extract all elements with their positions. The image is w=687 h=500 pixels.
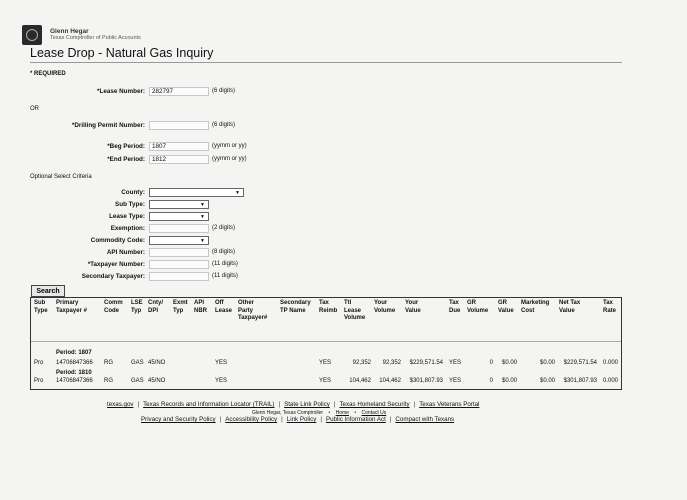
lease-type-label: Lease Type: [109, 212, 145, 220]
footer-link-contact-us[interactable]: Contact Us [361, 410, 387, 416]
column-header: Value [405, 307, 421, 314]
footer-link-home[interactable]: Home [335, 410, 349, 416]
exemption-row [30, 223, 235, 233]
taxpayer-number-label: *Taxpayer Number: [87, 260, 145, 268]
end-period-row [30, 154, 247, 164]
column-header: Rate [603, 307, 617, 314]
table-cell: 92,352 [382, 360, 401, 366]
footer-link-state-link-policy[interactable]: State Link Policy [284, 401, 330, 408]
table-cell: YES [449, 360, 462, 366]
column-header: Code [104, 307, 119, 314]
chevron-down-icon: ▼ [235, 189, 240, 196]
county-select[interactable] [149, 188, 244, 197]
lease-type-row [30, 211, 209, 221]
column-header: Volume [467, 307, 489, 314]
header-divider [31, 341, 621, 342]
secondary-taxpayer-row [30, 271, 238, 281]
footer-link-privacy[interactable]: Privacy and Security Policy [141, 416, 216, 423]
lease-type-select[interactable] [149, 212, 209, 221]
lease-number-row [30, 86, 235, 96]
column-header: Tax [449, 300, 459, 306]
footer-link-texas-gov[interactable]: texas.gov [107, 401, 134, 408]
table-cell: YES [215, 378, 228, 384]
column-header: TP Name [280, 307, 306, 314]
beg-period-label: *Beg Period: [107, 142, 145, 150]
taxpayer-number-row [30, 259, 238, 269]
end-period-input[interactable] [149, 155, 209, 164]
table-cell: GAS [131, 360, 144, 366]
table-cell: 14706847366 [56, 378, 93, 384]
table-cell: $301,807.93 [409, 378, 443, 384]
footer-link-veterans-portal[interactable]: Texas Veterans Portal [419, 401, 480, 408]
table-cell: $0.00 [539, 360, 555, 366]
header-subtitle: Texas Comptroller of Public Accounts [50, 34, 141, 41]
exemption-input[interactable] [149, 224, 209, 233]
page-title: Lease Drop - Natural Gas Inquiry [30, 46, 214, 60]
column-header: Your [405, 300, 419, 306]
beg-period-row [30, 141, 247, 151]
sub-type-row [30, 199, 209, 209]
footer-link-link-policy[interactable]: Link Policy [286, 416, 317, 423]
table-cell: YES [215, 360, 228, 366]
table-cell: $0.00 [539, 378, 555, 384]
chevron-down-icon: ▼ [200, 213, 205, 220]
column-header: Off [215, 300, 224, 306]
end-period-label: *End Period: [107, 155, 145, 163]
column-header: Volume [344, 315, 366, 321]
column-header: LSE [131, 300, 143, 306]
footer-links-primary: texas.gov | Texas Records and Information Locator (TRAIL) | State Link Policy | Texas Homeland Security | Texas Veterans Portal [107, 401, 480, 408]
taxpayer-number-hint: (11 digits) [212, 261, 238, 267]
search-button[interactable]: Search [31, 285, 65, 297]
column-header: Value [498, 307, 514, 314]
commodity-code-row [30, 235, 209, 245]
footer-link-compact-with-texans[interactable]: Compact with Texans [395, 416, 455, 423]
header-name: Glenn Hegar [50, 27, 89, 35]
table-cell: RG [104, 378, 113, 384]
footer-link-accessibility[interactable]: Accessibility Policy [225, 416, 278, 423]
chevron-down-icon: ▼ [200, 237, 205, 244]
drilling-permit-label: *Drilling Permit Number: [71, 121, 145, 129]
footer-link-trail[interactable]: Texas Records and Information Locator (TRAIL) [143, 401, 275, 408]
period-label: Period: 1810 [56, 370, 92, 376]
table-cell: YES [319, 378, 332, 384]
beg-period-hint: (yymm or yy) [212, 143, 247, 149]
table-cell: 0.000 [603, 378, 619, 384]
site-header [22, 24, 141, 46]
secondary-taxpayer-label: Secondary Taxpayer: [81, 272, 145, 280]
column-header: Sub [34, 300, 46, 306]
column-header: Due [449, 307, 461, 314]
column-header: Exmt [173, 300, 188, 306]
column-header: Taxpayer # [56, 307, 87, 314]
table-cell: 104,462 [379, 378, 401, 384]
column-header: GR [498, 300, 507, 306]
column-header: Cost [521, 307, 535, 314]
lease-number-hint: (6 digits) [212, 88, 236, 94]
secondary-taxpayer-hint: (11 digits) [212, 273, 238, 279]
column-header: DPI [148, 307, 159, 314]
taxpayer-number-input[interactable] [149, 260, 209, 269]
table-cell: $229,571.54 [563, 360, 597, 366]
column-header: Cnty/ [148, 300, 163, 306]
column-header: Secondary [280, 300, 311, 306]
column-header: Net Tax [559, 300, 581, 306]
column-header: Marketing [521, 300, 550, 306]
table-cell: 0 [489, 360, 493, 366]
commodity-code-select[interactable] [149, 236, 209, 245]
or-label: OR [30, 106, 39, 112]
lease-number-label: *Lease Number: [97, 87, 145, 95]
table-cell: Pro [34, 378, 44, 384]
sub-type-label: Sub Type: [115, 200, 145, 208]
column-header: Tax [319, 300, 329, 306]
column-header: Taxpayer# [238, 315, 268, 321]
drilling-permit-row [30, 120, 235, 130]
column-header: Lease [215, 307, 233, 314]
column-header: GR [467, 300, 476, 306]
column-header: Lease [344, 307, 362, 314]
table-cell: YES [449, 378, 462, 384]
end-period-hint: (yymm or yy) [212, 156, 247, 162]
beg-period-input[interactable] [149, 142, 209, 151]
footer-contact-line: Glenn Hegar, Texas Comptroller • Home • Contact Us [252, 410, 387, 416]
column-header: Volume [374, 307, 396, 314]
footer-link-homeland-security[interactable]: Texas Homeland Security [339, 401, 410, 408]
county-row [30, 187, 244, 197]
table-cell: $0.00 [501, 360, 517, 366]
column-header: Type [34, 307, 48, 314]
column-header: Other [238, 300, 255, 306]
api-number-hint: (8 digits) [212, 249, 236, 255]
column-header: NBR [194, 307, 207, 314]
column-header: Typ [173, 307, 184, 314]
footer-links-secondary: Privacy and Security Policy | Accessibility Policy | Link Policy | Public Information Act | Compact with Texans [141, 416, 455, 423]
table-cell: $229,571.54 [409, 360, 443, 366]
table-cell: 0.000 [603, 360, 619, 366]
secondary-taxpayer-input[interactable] [149, 272, 209, 281]
comptroller-seal-icon[interactable] [22, 25, 42, 45]
column-header: Party [238, 307, 254, 314]
drilling-permit-hint: (6 digits) [212, 122, 236, 128]
table-cell: $301,807.93 [563, 378, 597, 384]
exemption-hint: (2 digits) [212, 225, 236, 231]
column-header: API [194, 300, 205, 306]
sub-type-select[interactable] [149, 200, 209, 209]
table-cell: 14706847366 [56, 360, 93, 366]
table-cell: 104,462 [349, 378, 371, 384]
table-cell: 0 [489, 378, 493, 384]
column-header: Comm [104, 300, 123, 306]
column-header: Your [374, 300, 388, 306]
column-header: Ttl [344, 300, 352, 306]
optional-criteria-label: Optional Select Criteria [30, 174, 92, 180]
table-cell: Pro [34, 360, 44, 366]
table-cell: RG [104, 360, 113, 366]
county-label: County: [121, 188, 145, 196]
table-cell: GAS [131, 378, 144, 384]
required-note: * REQUIRED [30, 71, 66, 77]
table-cell: 45/NO [148, 360, 166, 366]
table-cell: YES [319, 360, 332, 366]
column-header: Primary [56, 300, 79, 306]
column-header: Tax [603, 300, 613, 306]
table-cell: 92,352 [352, 360, 371, 366]
footer-link-public-information-act[interactable]: Public Information Act [325, 416, 386, 423]
exemption-label: Exemption: [110, 224, 145, 232]
drilling-permit-input[interactable] [149, 121, 209, 130]
footer-contact-name: Glenn Hegar, Texas Comptroller [252, 410, 324, 416]
commodity-code-label: Commodity Code: [90, 236, 145, 244]
results-table [30, 297, 622, 390]
column-header: Reimb [319, 307, 338, 314]
title-divider [30, 62, 622, 63]
api-number-input[interactable] [149, 248, 209, 257]
api-number-label: API Number: [106, 248, 145, 256]
column-header: Value [559, 307, 575, 314]
period-label: Period: 1807 [56, 350, 92, 356]
api-number-row [30, 247, 235, 257]
column-header: Typ [131, 307, 142, 314]
table-cell: $0.00 [501, 378, 517, 384]
chevron-down-icon: ▼ [200, 201, 205, 208]
table-cell: 45/NO [148, 378, 166, 384]
lease-number-input[interactable] [149, 87, 209, 96]
